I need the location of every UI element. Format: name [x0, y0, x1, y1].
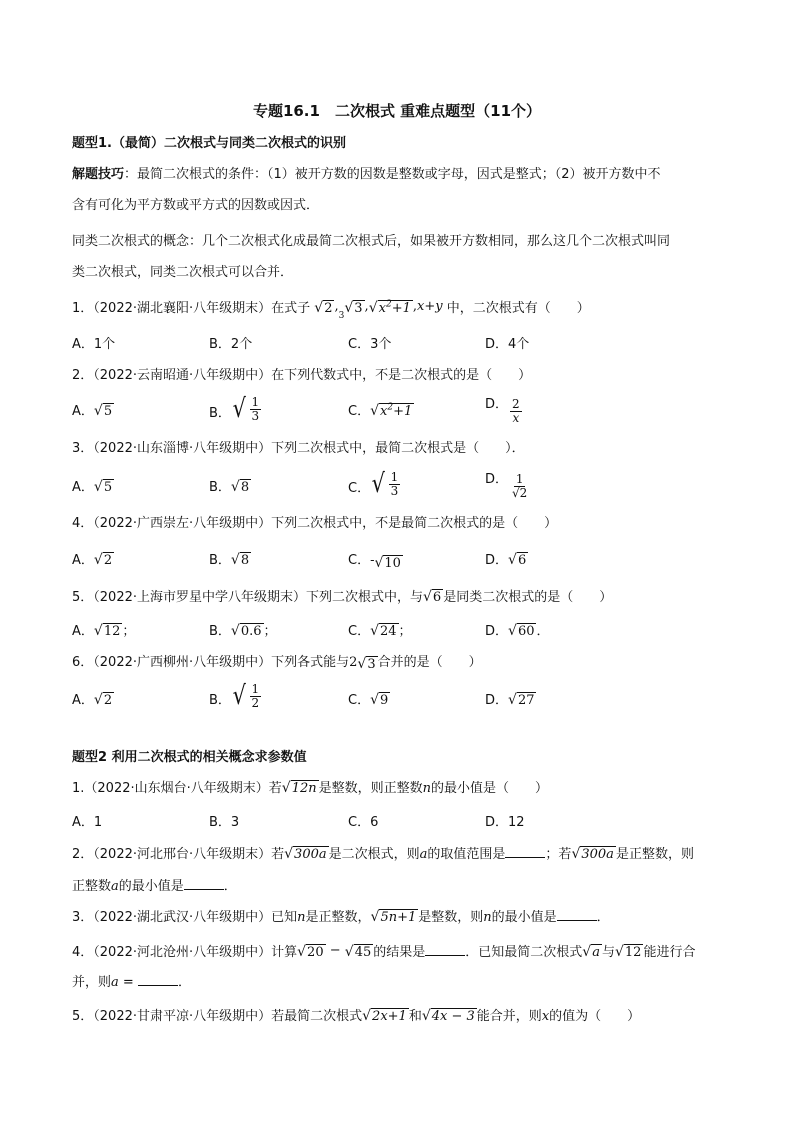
math-expression: √ 2 , 3 √ 3 , √ $x^2+1$ , x + y [314, 299, 443, 321]
t2-question-2-line-2: 正整数a的最小值是 ． [72, 879, 237, 894]
section-heading-1: 题型1.（最简）二次根式与同类二次根式的识别 [72, 136, 346, 151]
option-b[interactable]: B．3 [209, 815, 240, 830]
t1-question-4: 4．（2022·广西崇左·八年级期中）下列二次根式中，不是最简二次根式的是（ ） [72, 516, 558, 531]
answer-blank[interactable] [557, 908, 597, 921]
tip-line-4: 类二次根式，同类二次根式可以合并． [72, 265, 294, 280]
answer-blank[interactable] [184, 877, 224, 890]
option-c[interactable]: C． √ $x^2+1$ [348, 402, 413, 419]
option-b[interactable]: B． √ 8 [209, 552, 250, 568]
t2-question-5: 5．（2022·甘肃平凉·八年级期中）若最简二次根式 √ 2x+1 和 √ 4x − 3 能合并，则x的值为（ ） [72, 1008, 641, 1024]
option-d[interactable]: D．12 [485, 815, 525, 830]
option-a[interactable]: A． √ 5 [72, 479, 113, 495]
option-a[interactable]: A． √ 2 [72, 692, 113, 708]
option-b[interactable]: B． √ 0.6 ； [209, 623, 277, 639]
t2-question-1: 1.（2022·山东烟台·八年级期末）若 √ 12n 是整数，则正整数n的最小值是（ ） [72, 780, 549, 796]
t2-question-2: 2．（2022·河北邢台·八年级期末）若 √ 300a 是二次根式，则a的取值范围是 ；若 √ 300a 是正整数，则 [72, 846, 694, 862]
option-c[interactable]: C．- √ 10 [348, 553, 401, 571]
t1-question-1: 1．（2022·湖北襄阳·八年级期末）在式子 √ 2 , 3 √ 3 , √ $x^2+1$ , x + y 中，二次根式有（ ） [72, 299, 590, 321]
option-a[interactable]: A． √ 2 [72, 552, 113, 568]
t2-question-4: 4．（2022·河北沧州·八年级期中）计算 √ 20 − √ 45 的结果是 ．已知最简二次根式 √ a 与 √ 12 能进行合 [72, 943, 696, 960]
option-d[interactable]: D． √ 6 [485, 552, 527, 568]
option-a[interactable]: A．1 [72, 815, 103, 830]
option-c[interactable]: C．6 [348, 815, 379, 830]
tip-line-1: 解题技巧：最简二次根式的条件：（1）被开方数的因数是整数或字母，因式是整式；（2）被开方数中不 [72, 167, 661, 182]
t2-question-3: 3．（2022·湖北武汉·八年级期中）已知n是正整数， √ 5n+1 是整数，则n的最小值是 ． [72, 909, 610, 925]
option-a[interactable]: A．1个 [72, 337, 116, 352]
option-c[interactable]: C．3个 [348, 337, 392, 352]
tip-line-2: 含有可化为平方数或平方式的因数或因式． [72, 198, 320, 213]
option-a[interactable]: A． √ 12 ； [72, 623, 136, 639]
option-b[interactable]: B． √ $\frac{1}{3}$ [209, 394, 260, 424]
option-c[interactable]: C． √ 9 [348, 692, 389, 708]
option-d[interactable]: D． √ 27 [485, 692, 535, 708]
t1-question-5: 5．（2022·上海市罗星中学八年级期末）下列二次根式中，与 √ 6 是同类二次根式的是（ ） [72, 589, 613, 605]
answer-blank[interactable] [138, 973, 178, 986]
option-d[interactable]: D．4个 [485, 337, 530, 352]
option-d[interactable]: D． $\frac{1}{√2}$ [485, 472, 528, 500]
option-c[interactable]: C． √ 24 ； [348, 623, 412, 639]
t2-question-4-line-2: 并，则a = ． [72, 975, 191, 990]
option-b[interactable]: B． √ $\frac{1}{2}$ [209, 681, 260, 711]
page-title: 专题16.1 二次根式 重难点题型（11个） [252, 102, 542, 120]
option-d[interactable]: D． √ 60 ． [485, 623, 550, 639]
option-a[interactable]: A． √ 5 [72, 403, 113, 419]
answer-blank[interactable] [425, 943, 465, 956]
section-heading-2: 题型2 利用二次根式的相关概念求参数值 [72, 750, 307, 765]
tip-line-3: 同类二次根式的概念：几个二次根式化成最简二次根式后，如果被开方数相同，那么这几个二次根式叫同 [72, 234, 671, 249]
t1-question-3: 3．（2022·山东淄博·八年级期中）下列二次根式中，最简二次根式是（ ）． [72, 441, 525, 456]
option-d[interactable]: D． $\frac{2}{x}$ [485, 397, 520, 425]
t1-question-6: 6．（2022·广西柳州·八年级期中）下列各式能与2 √ 3 合并的是（ ） [72, 655, 482, 672]
t1-question-2: 2．（2022·云南昭通·八年级期中）在下列代数式中，不是二次根式的是（ ） [72, 368, 532, 383]
option-b[interactable]: B． √ 8 [209, 479, 250, 495]
answer-blank[interactable] [505, 845, 545, 858]
option-b[interactable]: B．2个 [209, 337, 253, 352]
option-c[interactable]: C． √ $\frac{1}{3}$ [348, 469, 399, 499]
